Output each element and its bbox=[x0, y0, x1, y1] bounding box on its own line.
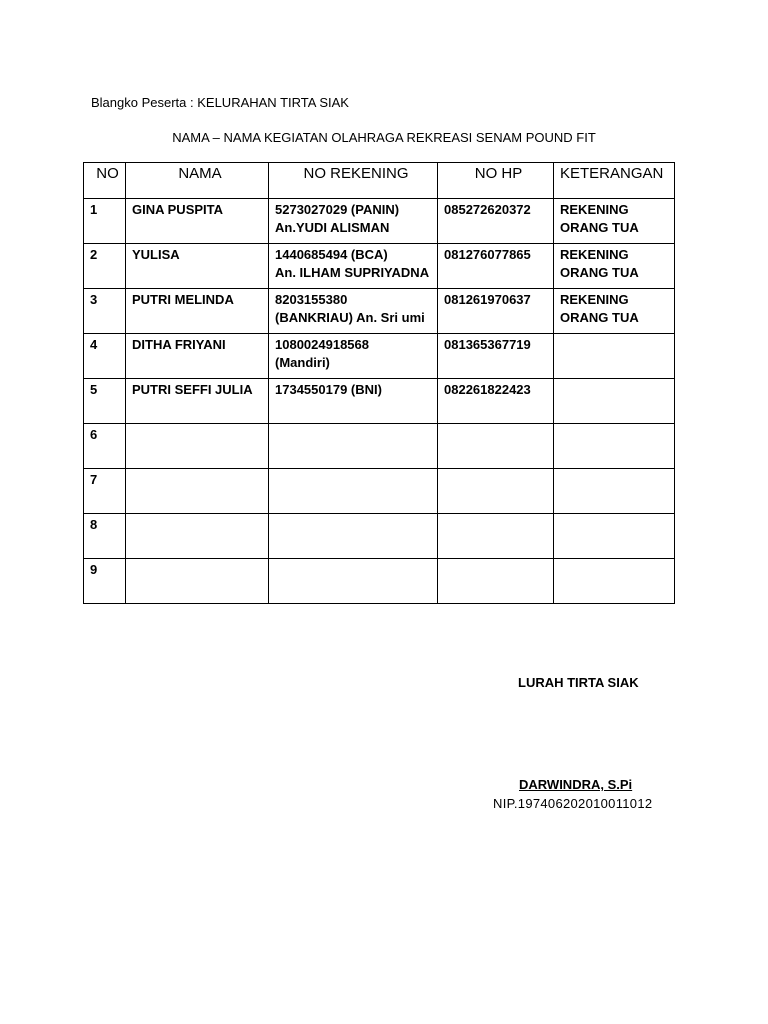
signatory-role: LURAH TIRTA SIAK bbox=[518, 675, 639, 690]
cell-rekening bbox=[269, 379, 438, 424]
table-row bbox=[84, 289, 675, 334]
cell-rekening bbox=[269, 469, 438, 514]
cell-no: 6 bbox=[84, 424, 126, 469]
cell-rekening bbox=[269, 514, 438, 559]
cell-nama: GINA PUSPITA bbox=[126, 199, 269, 244]
cell-rekening bbox=[269, 244, 438, 289]
table-header-row bbox=[84, 163, 675, 199]
cell-keterangan bbox=[554, 424, 675, 469]
signatory-name: DARWINDRA, S.Pi bbox=[519, 777, 633, 792]
cell-rekening bbox=[269, 424, 438, 469]
cell-keterangan bbox=[554, 379, 675, 424]
cell-no: 3 bbox=[84, 289, 126, 334]
cell-hp: 081365367719 bbox=[438, 334, 554, 379]
cell-nama bbox=[126, 424, 269, 469]
keterangan-line: ORANG TUA bbox=[560, 265, 639, 280]
cell-nama: PUTRI MELINDA bbox=[126, 289, 269, 334]
cell-rekening bbox=[269, 559, 438, 604]
rekening-line: (Mandiri) bbox=[275, 355, 330, 370]
cell-keterangan bbox=[554, 469, 675, 514]
rekening-line: An.YUDI ALISMAN bbox=[275, 220, 390, 235]
cell-keterangan bbox=[554, 334, 675, 379]
keterangan-line: ORANG TUA bbox=[560, 310, 639, 325]
cell-nama bbox=[126, 469, 269, 514]
column-header-hp: NO HP bbox=[438, 163, 554, 199]
cell-hp: 081276077865 bbox=[438, 244, 554, 289]
rekening-line: 1080024918568 bbox=[275, 337, 369, 352]
cell-keterangan bbox=[554, 244, 675, 289]
cell-no: 9 bbox=[84, 559, 126, 604]
rekening-line: An. ILHAM SUPRIYADNA bbox=[275, 265, 430, 280]
rekening-line: 5273027029 (PANIN) bbox=[275, 202, 400, 217]
column-header-rekening: NO REKENING bbox=[269, 163, 438, 199]
keterangan-line: REKENING bbox=[560, 202, 629, 217]
participant-table bbox=[83, 162, 675, 604]
keterangan-line: REKENING bbox=[560, 292, 629, 307]
table-row bbox=[84, 424, 675, 469]
column-header-keterangan: KETERANGAN bbox=[554, 163, 675, 199]
cell-hp bbox=[438, 424, 554, 469]
table-row bbox=[84, 469, 675, 514]
rekening-line: 8203155380 bbox=[275, 292, 348, 307]
cell-nama: DITHA FRIYANI bbox=[126, 334, 269, 379]
table-row bbox=[84, 199, 675, 244]
keterangan-line: ORANG TUA bbox=[560, 220, 639, 235]
cell-keterangan bbox=[554, 514, 675, 559]
cell-no: 1 bbox=[84, 199, 126, 244]
cell-nama: PUTRI SEFFI JULIA bbox=[126, 379, 269, 424]
cell-keterangan bbox=[554, 289, 675, 334]
cell-keterangan bbox=[554, 199, 675, 244]
table-row bbox=[84, 379, 675, 424]
column-header-no: NO bbox=[84, 163, 126, 199]
signatory-nip: NIP.197406202010011012 bbox=[493, 796, 653, 811]
cell-rekening bbox=[269, 199, 438, 244]
rekening-line: 1734550179 (BNI) bbox=[275, 382, 382, 397]
cell-hp bbox=[438, 469, 554, 514]
participant-form-label: Blangko Peserta : KELURAHAN TIRTA SIAK bbox=[91, 95, 349, 110]
rekening-line: (BANKRIAU) An. Sri umi bbox=[275, 310, 425, 325]
cell-hp: 082261822423 bbox=[438, 379, 554, 424]
rekening-line: 1440685494 (BCA) bbox=[275, 247, 388, 262]
cell-rekening bbox=[269, 289, 438, 334]
cell-nama: YULISA bbox=[126, 244, 269, 289]
keterangan-line: REKENING bbox=[560, 247, 629, 262]
table-row bbox=[84, 334, 675, 379]
cell-hp: 081261970637 bbox=[438, 289, 554, 334]
document-title: NAMA – NAMA KEGIATAN OLAHRAGA REKREASI SENAM POUND FIT bbox=[172, 130, 596, 145]
cell-hp bbox=[438, 559, 554, 604]
cell-no: 4 bbox=[84, 334, 126, 379]
table-row bbox=[84, 514, 675, 559]
cell-nama bbox=[126, 514, 269, 559]
cell-hp bbox=[438, 514, 554, 559]
cell-nama bbox=[126, 559, 269, 604]
cell-no: 7 bbox=[84, 469, 126, 514]
column-header-nama: NAMA bbox=[126, 163, 269, 199]
cell-keterangan bbox=[554, 559, 675, 604]
table-row bbox=[84, 244, 675, 289]
cell-rekening bbox=[269, 334, 438, 379]
table-row bbox=[84, 559, 675, 604]
cell-no: 8 bbox=[84, 514, 126, 559]
cell-hp: 085272620372 bbox=[438, 199, 554, 244]
cell-no: 5 bbox=[84, 379, 126, 424]
table-body bbox=[84, 199, 675, 604]
cell-no: 2 bbox=[84, 244, 126, 289]
